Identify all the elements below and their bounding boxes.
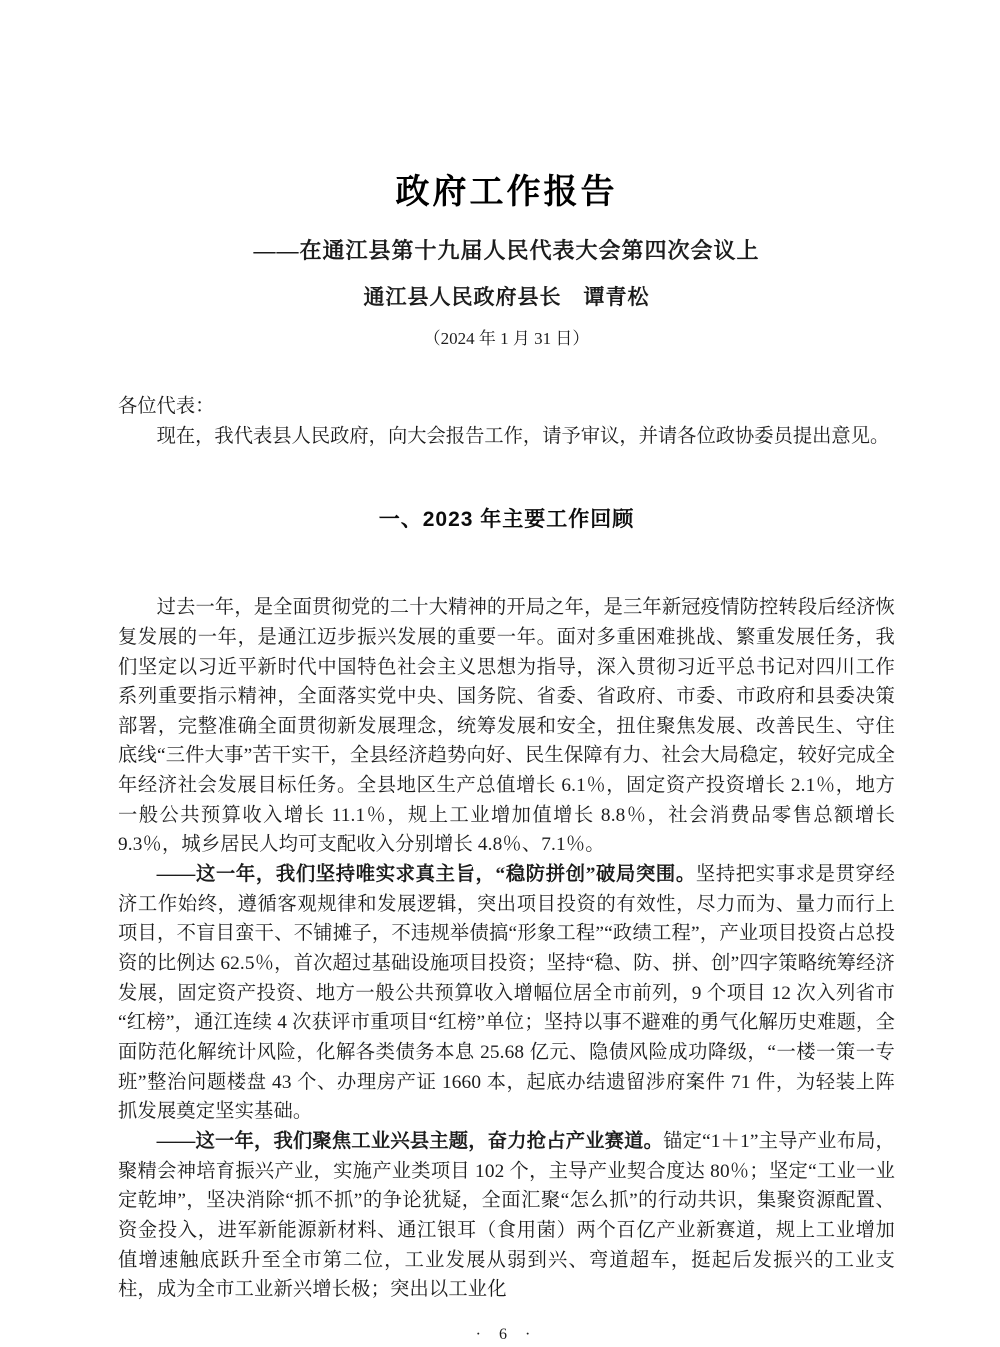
document-title: 政府工作报告	[395, 174, 618, 211]
paragraph-industry	[118, 1127, 895, 1305]
paragraph-economy	[118, 860, 895, 1127]
paragraph-text: 坚持把实事求是贯穿经济工作始终，遵循客观规律和发展逻辑，突出项目投资的有效性，尽力而为、量力而行上项目，不盲目蛮干、不铺摊子，不违规举债搞“形象工程”“政绩工程”，产业项目投资占总投资的比例达 62.5％，首次超过基础设施项目投资；坚持“稳、防、拼、创”四字策略统筹经济发展，固定资产投资、地方一般公共预算收入增幅位居全市前列，9 个项目 12 次入列省市“红榜”，通江连续 4 次获评市重项目“红榜”单位；坚持以事不避难的勇气化解历史难题，全面防范化解统计风险，化解各类债务本息 25.68 亿元、隐债风险成功降级，“一楼一策一专班”整治问题楼盘 43 个、办理房产证 1660 本，起底办结遗留涉府案件 71 件，为轻装上阵抓发展奠定坚实基础。	[118, 864, 895, 1123]
paragraph-overview	[118, 593, 895, 860]
page-number: · 6 ·	[475, 1325, 538, 1343]
author-line: 通江县人民政府县长 谭青松	[363, 285, 650, 309]
section-heading: 一、2023 年主要工作回顾	[378, 508, 635, 532]
paragraph-text: 过去一年，是全面贯彻党的二十大精神的开局之年，是三年新冠疫情防控转段后经济恢复发展的一年，是通江迈步振兴发展的重要一年。面对多重困难挑战、繁重发展任务，我们坚定以习近平新时代中国特色社会主义思想为指导，深入贯彻习近平总书记对四川工作系列重要指示精神，全面落实党中央、国务院、省委、省政府、市委、市政府和县委决策部署，完整准确全面贯彻新发展理念，统筹发展和安全，扭住聚焦发展、改善民生、守住底线“三件大事”苦干实干，全县经济趋势向好、民生保障有力、社会大局稳定，较好完成全年经济社会发展目标任务。全县地区生产总值增长 6.1％，固定资产投资增长 2.1％，地方一般公共预算收入增长 11.1％，规上工业增加值增长 8.8％，社会消费品零售总额增长 9.3％，城乡居民人均可支配收入分别增长 4.8％、7.1％。	[118, 597, 895, 856]
paragraph-lead: ——这一年，我们坚持唯实求真主旨，“稳防拼创”破局突围。	[156, 864, 696, 886]
salutation: 各位代表：	[118, 396, 215, 417]
document-subtitle: ——在通江县第十九届人民代表大会第四次会议上	[253, 238, 760, 263]
paragraph-lead: ——这一年，我们聚焦工业兴县主题，奋力抢占产业赛道。	[156, 1131, 664, 1152]
intro-paragraph: 现在，我代表县人民政府，向大会报告工作，请予审议，并请各位政协委员提出意见。	[156, 425, 890, 447]
paragraph-text: 锚定“1＋1”主导产业布局，聚精会神培育振兴产业，实施产业类项目 102 个，主导产业契合度达 80％；坚定“工业一业定乾坤”，坚决消除“抓不抓”的争论犹疑，全面汇聚“怎么抓”的行动共识，集聚资源配置、资金投入，进军新能源新材料、通江银耳（食用菌）两个百亿产业新赛道，规上工业增加值增速触底跃升至全市第二位，工业发展从弱到兴、弯道超车，挺起后发振兴的工业支柱，成为全市工业新兴增长极；突出以工业化	[118, 1131, 895, 1301]
date-line: （2024 年 1 月 31 日）	[423, 329, 590, 348]
report-body	[118, 593, 895, 1305]
